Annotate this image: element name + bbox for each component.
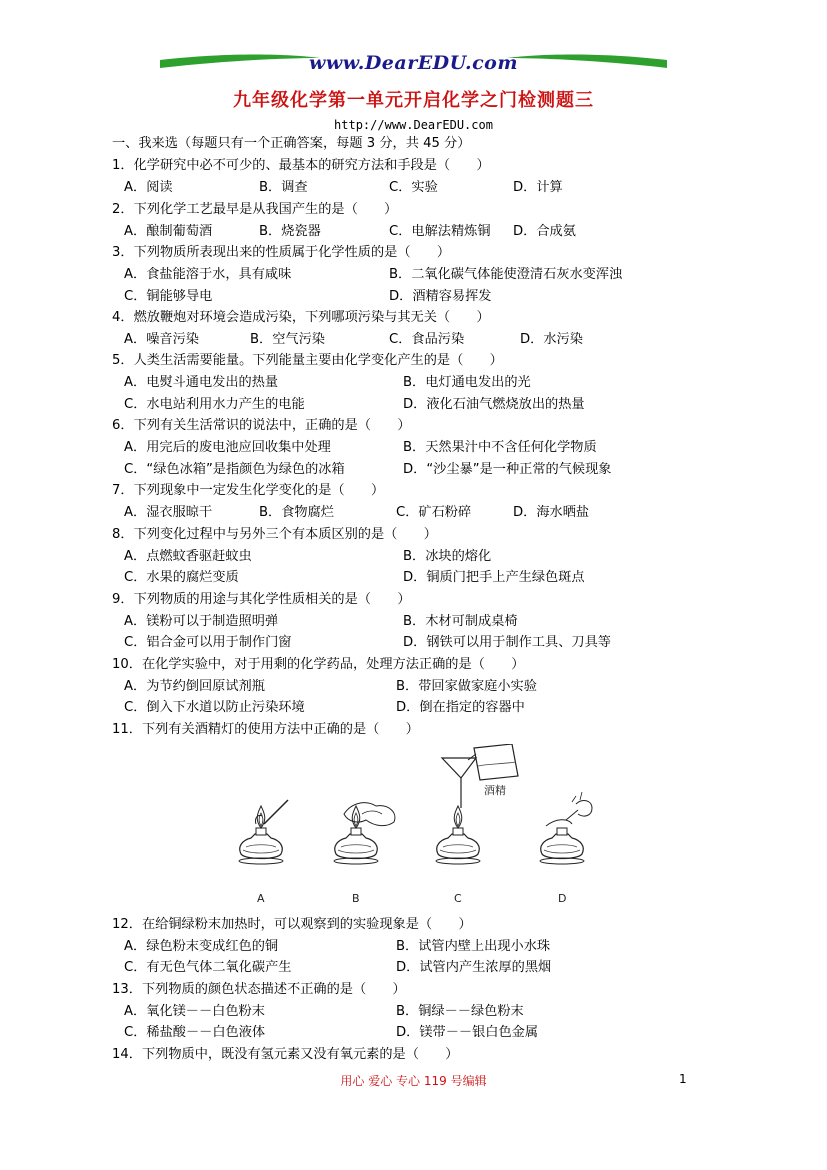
figure-label-c: C (454, 892, 462, 905)
source-url: http://www.DearEDU.com (334, 118, 493, 132)
lamp-d (540, 792, 592, 864)
page-title: 九年级化学第一单元开启化学之门检测题三 (233, 90, 594, 111)
option: C．食品污染 (389, 332, 465, 347)
figure-label-d: D (558, 892, 567, 905)
lamp-c (436, 744, 518, 864)
option: B．空气污染 (250, 332, 325, 347)
question-stem: 12．在给铜绿粉末加热时，可以观察到的实验现象是（ ） (112, 917, 472, 932)
question-stem: 8．下列变化过程中与另外三个有本质区别的是（ ） (112, 527, 437, 542)
option: B．电灯通电发出的光 (403, 375, 531, 390)
option: B．木材可制成桌椅 (403, 614, 518, 629)
option: D．合成氨 (513, 224, 576, 239)
question-stem: 6．下列有关生活常识的说法中，正确的是（ ） (112, 418, 411, 433)
option: A．绿色粉末变成红色的铜 (124, 939, 279, 954)
option: D．海水晒盐 (513, 505, 590, 520)
option: A．点燃蚊香驱赶蚊虫 (124, 549, 252, 564)
option: D．液化石油气燃烧放出的热量 (403, 397, 585, 412)
option: A．为节约倒回原试剂瓶 (124, 679, 265, 694)
page-number: 1 (679, 1072, 687, 1086)
option: D．酒精容易挥发 (389, 289, 492, 304)
option: C．铝合金可以用于制作门窗 (124, 635, 292, 650)
option: B．食物腐烂 (259, 505, 334, 520)
option: D．试管内产生浓厚的黑烟 (396, 960, 552, 975)
option: D．水污染 (520, 332, 583, 347)
option: A．氧化镁－－白色粉末 (124, 1004, 265, 1019)
option: A．酿制葡萄酒 (124, 224, 213, 239)
question-stem: 13．下列物质的颜色状态描述不正确的是（ ） (112, 982, 406, 997)
option: C．水果的腐烂变质 (124, 570, 239, 585)
question-stem: 1．化学研究中必不可少的、最基本的研究方法和手段是（ ） (112, 158, 490, 173)
option: A．食盐能溶于水，具有咸味 (124, 267, 292, 282)
option: B．带回家做家庭小实验 (396, 679, 537, 694)
option: A．电熨斗通电发出的热量 (124, 375, 279, 390)
option: C．水电站利用水力产生的电能 (124, 397, 305, 412)
option: C．稀盐酸－－白色液体 (124, 1025, 266, 1040)
site-banner: www.DearEDU.com (309, 52, 518, 74)
option: D．计算 (513, 180, 563, 195)
option: A．镁粉可以于制造照明弹 (124, 614, 279, 629)
option: D．钢铁可以用于制作工具、刀具等 (403, 635, 611, 650)
option: D．铜质门把手上产生绿色斑点 (403, 570, 585, 585)
option: A．湿衣服晾干 (124, 505, 213, 520)
option: B．烧瓷器 (259, 224, 321, 239)
question-stem: 2．下列化学工艺最早是从我国产生的是（ ） (112, 202, 398, 217)
question-stem: 4．燃放鞭炮对环境会造成污染，下列哪项污染与其无关（ ） (112, 310, 490, 325)
option: B．二氧化碳气体能使澄清石灰水变浑浊 (389, 267, 623, 282)
figure-label-a: A (257, 892, 265, 905)
option: D．“沙尘暴”是一种正常的气候现象 (403, 462, 612, 477)
option: C．有无色气体二氧化碳产生 (124, 960, 292, 975)
option: D．倒在指定的容器中 (396, 700, 525, 715)
option: C．铜能够导电 (124, 289, 213, 304)
figure-label-b: B (352, 892, 360, 905)
question-stem: 10．在化学实验中，对于用剩的化学药品，处理方法正确的是（ ） (112, 657, 525, 672)
option: C．矿石粉碎 (396, 505, 472, 520)
option: C．电解法精炼铜 (389, 224, 491, 239)
option: C．“绿色冰箱”是指颜色为绿色的冰箱 (124, 462, 345, 477)
question-stem: 9．下列物质的用途与其化学性质相关的是（ ） (112, 592, 411, 607)
option: C．倒入下水道以防止污染环境 (124, 700, 305, 715)
option: D．镁带－－银白色金属 (396, 1025, 539, 1040)
alcohol-lamp-figure (226, 744, 596, 908)
lamp-b (334, 803, 395, 864)
option: B．天然果汁中不含任何化学物质 (403, 440, 597, 455)
lamp-a (239, 800, 288, 864)
option: B．冰块的熔化 (403, 549, 492, 564)
question-stem: 5．人类生活需要能量。下列能量主要由化学变化产生的是（ ） (112, 353, 503, 368)
question-stem: 7．下列现象中一定发生化学变化的是（ ） (112, 483, 385, 498)
option: B．铜绿－－绿色粉末 (396, 1004, 524, 1019)
question-stem: 14．下列物质中，既没有氢元素又没有氧元素的是（ ） (112, 1047, 459, 1062)
option: A．阅读 (124, 180, 173, 195)
option: C．实验 (389, 180, 438, 195)
option: A．用完后的废电池应回收集中处理 (124, 440, 331, 455)
bottle-label: 酒精 (484, 784, 506, 797)
question-stem: 3．下列物质所表现出来的性质属于化学性质的是（ ） (112, 245, 451, 260)
option: A．噪音污染 (124, 332, 199, 347)
option: B．调查 (259, 180, 308, 195)
section-heading: 一、我来选（每题只有一个正确答案，每题 3 分，共 45 分） (112, 136, 471, 151)
question-stem: 11．下列有关酒精灯的使用方法中正确的是（ ） (112, 722, 419, 737)
option: B．试管内壁上出现小水珠 (396, 939, 551, 954)
page-footer: 用心 爱心 专心 119 号编辑 (340, 1074, 487, 1088)
